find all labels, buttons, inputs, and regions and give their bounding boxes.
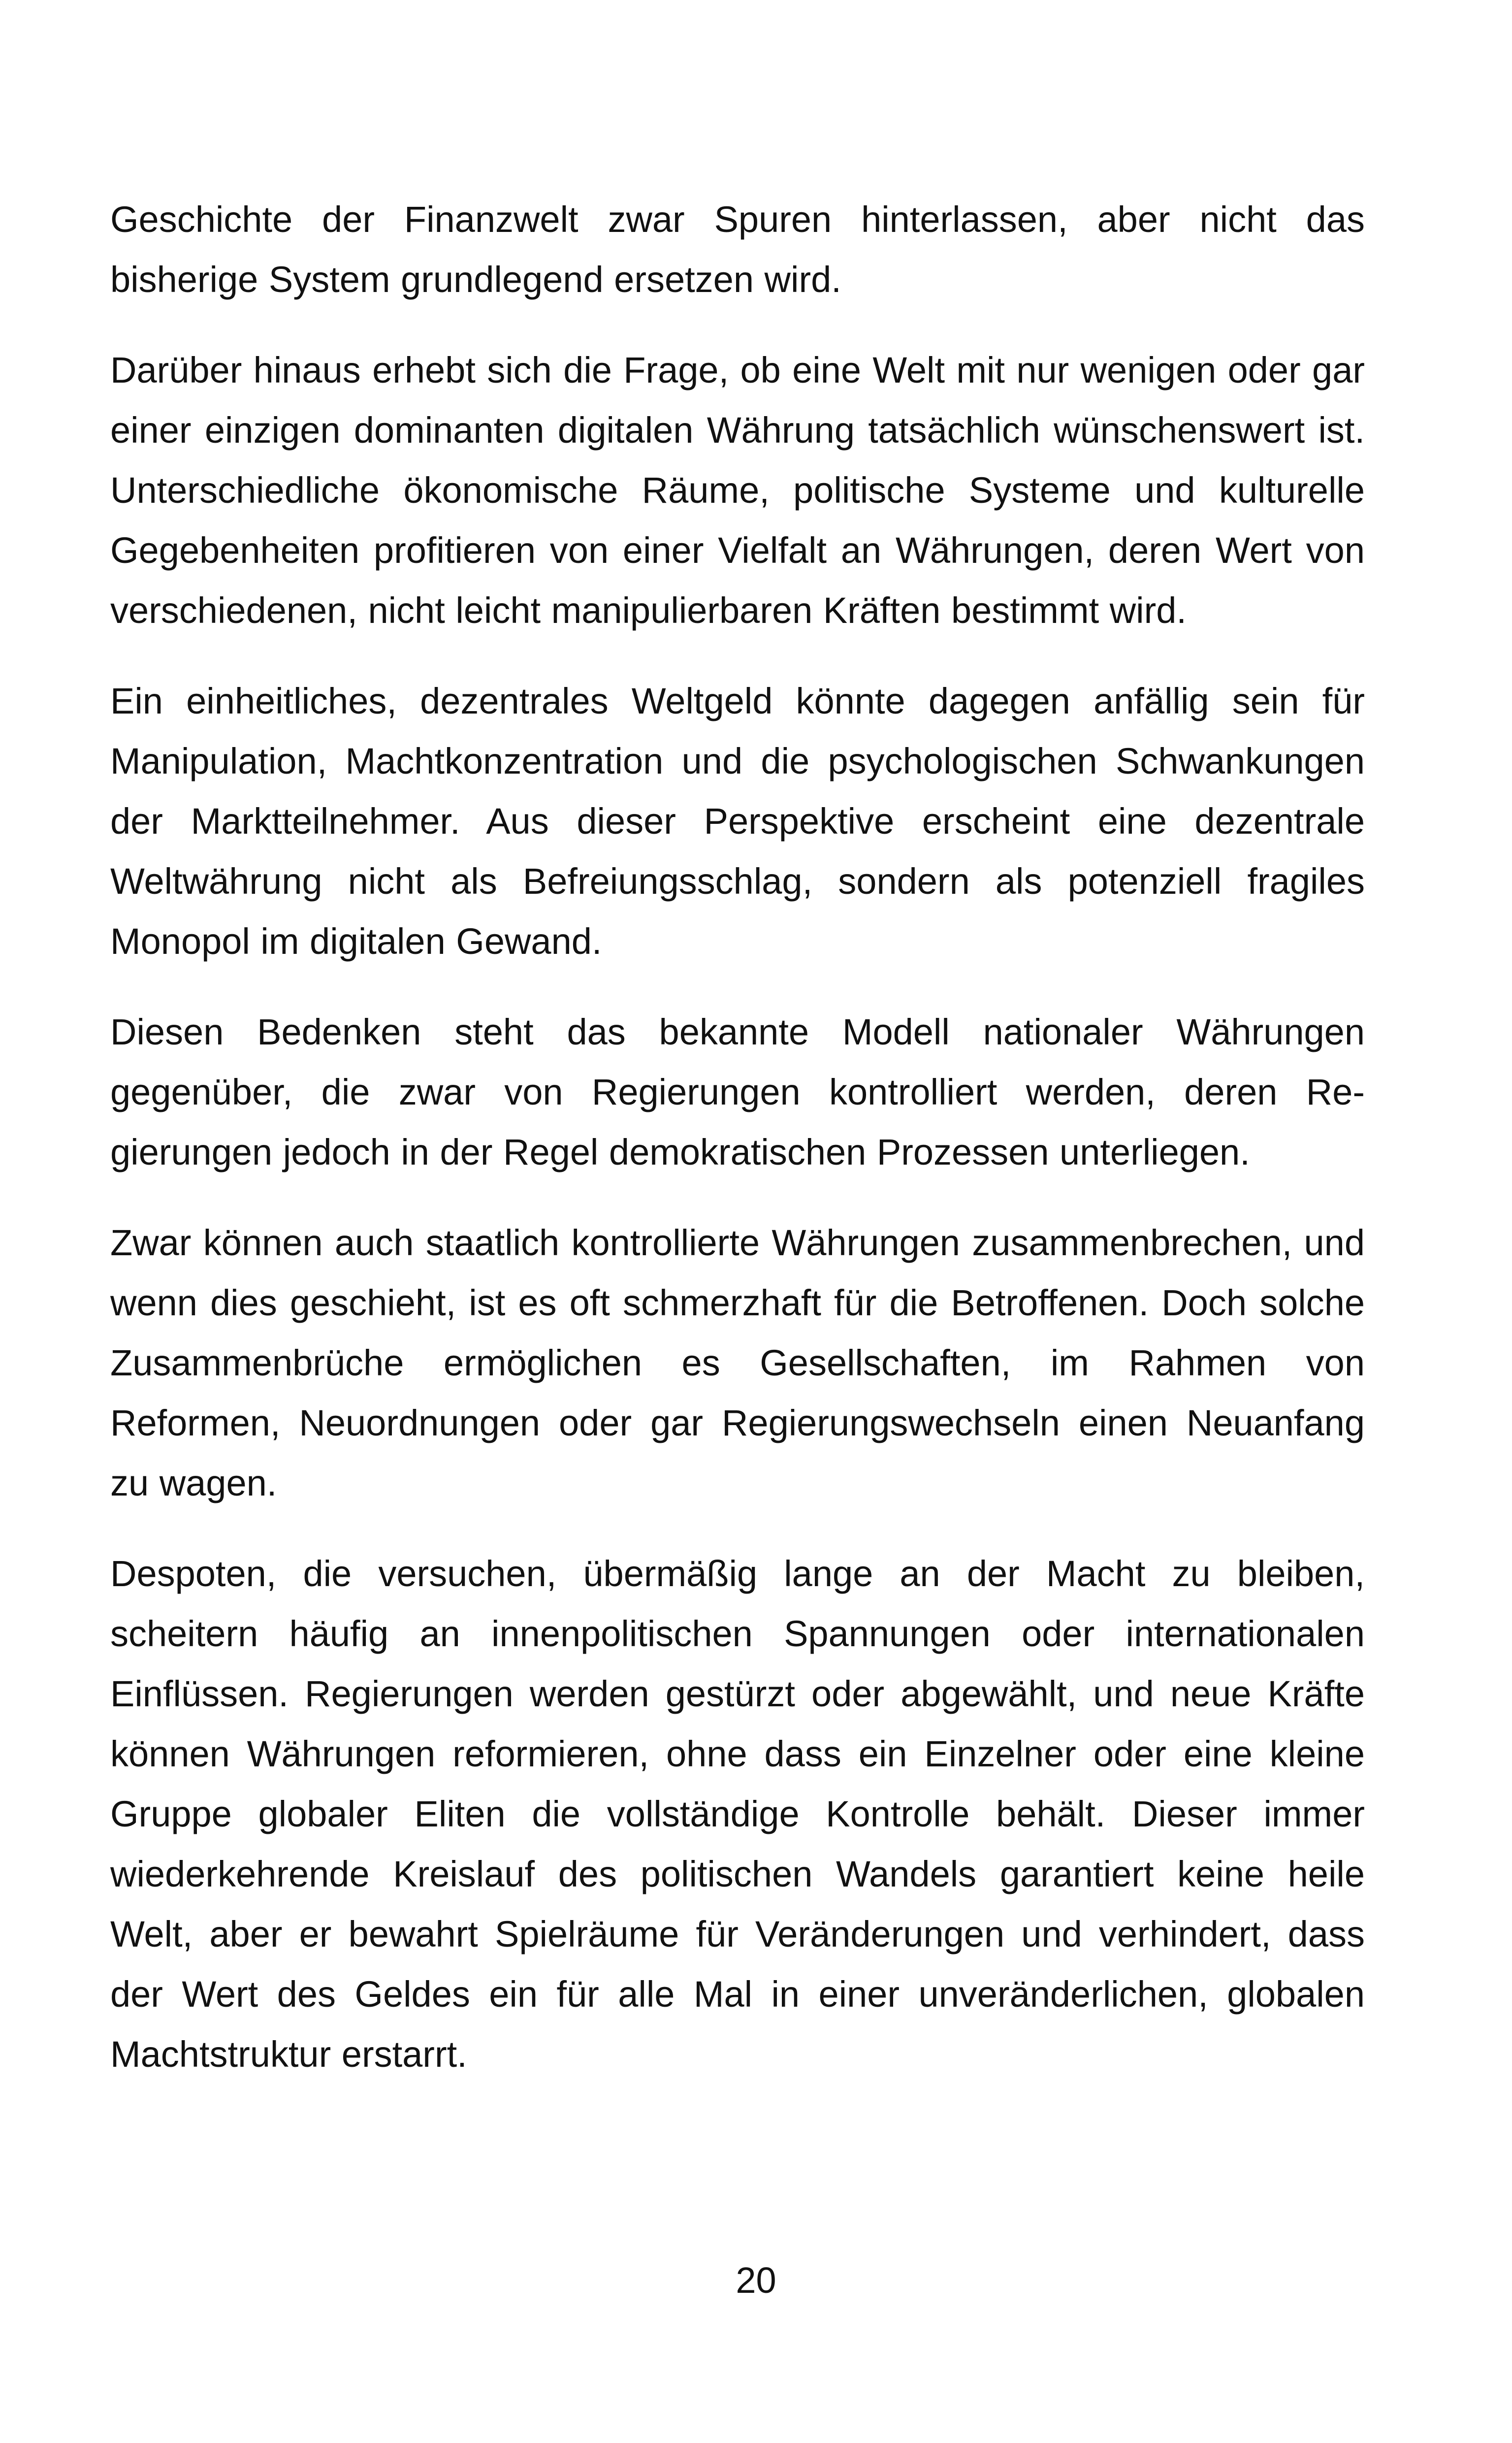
- paragraph-6: Despoten, die versuchen, übermäßig lange an der Macht zu bleiben, scheitern häufig an innenpolitischen Spannungen oder internationalen Einflüssen. Regierungen werden gestürzt oder abgewählt, und neue Kräfte können Währungen reformieren, ohne dass ein Einzelner oder eine kleine Gruppe globaler Eliten die vollständige Kontrolle behält. Dieser immer wiederkehrende Kreislauf des politischen Wandels garantiert keine heile Welt, aber er bewahrt Spielräume für Veränderungen und verhindert, dass der Wert des Geldes ein für alle Mal in einer unveränderlichen, globalen Machtstruktur erstarrt.: [110, 1553, 1365, 2075]
- page-number: 20: [736, 2260, 776, 2301]
- page-body: [110, 190, 1365, 2085]
- paragraph-3: Ein einheitliches, dezentrales Weltgeld könnte dagegen anfällig sein für Manipulation, Machtkonzentration und die psychologischen Schwankungen der Marktteilnehmer. Aus dieser Perspektive erscheint eine dezentrale Weltwährung nicht als Befreiungsschlag, sondern als potenziell fragiles Monopol im digitalen Gewand.: [110, 681, 1365, 962]
- paragraph-5: Zwar können auch staatlich kontrollierte Währungen zusammenbrechen, und wenn dies geschieht, ist es oft schmerzhaft für die Betroffenen. Doch solche Zusammenbrüche ermöglichen es Gesellschaften, im Rahmen von Reformen, Neuordnungen oder gar Regierungswechseln einen Neuanfang zu wagen.: [110, 1222, 1365, 1503]
- paragraph-1: Geschichte der Finanzwelt zwar Spuren hinterlassen, aber nicht das bisherige System grundlegend ersetzen wird.: [110, 199, 1365, 300]
- paragraph-2: Darüber hinaus erhebt sich die Frage, ob eine Welt mit nur wenigen oder gar einer einzigen dominanten digitalen Währung tatsächlich wünschenswert ist. Unterschiedliche ökonomische Räume, politische Systeme und kulturelle Gegebenheiten profitieren von einer Vielfalt an Währungen, deren Wert von verschiedenen, nicht leicht manipulierbaren Kräften bestimmt wird.: [110, 350, 1365, 631]
- paragraph-4: Diesen Bedenken steht das bekannte Modell nationaler Währungen gegenüber, die zwar von Regierungen kontrolliert werden, deren Regierungen jedoch in der Regel demokratischen Prozessen unterliegen.: [110, 1011, 1365, 1173]
